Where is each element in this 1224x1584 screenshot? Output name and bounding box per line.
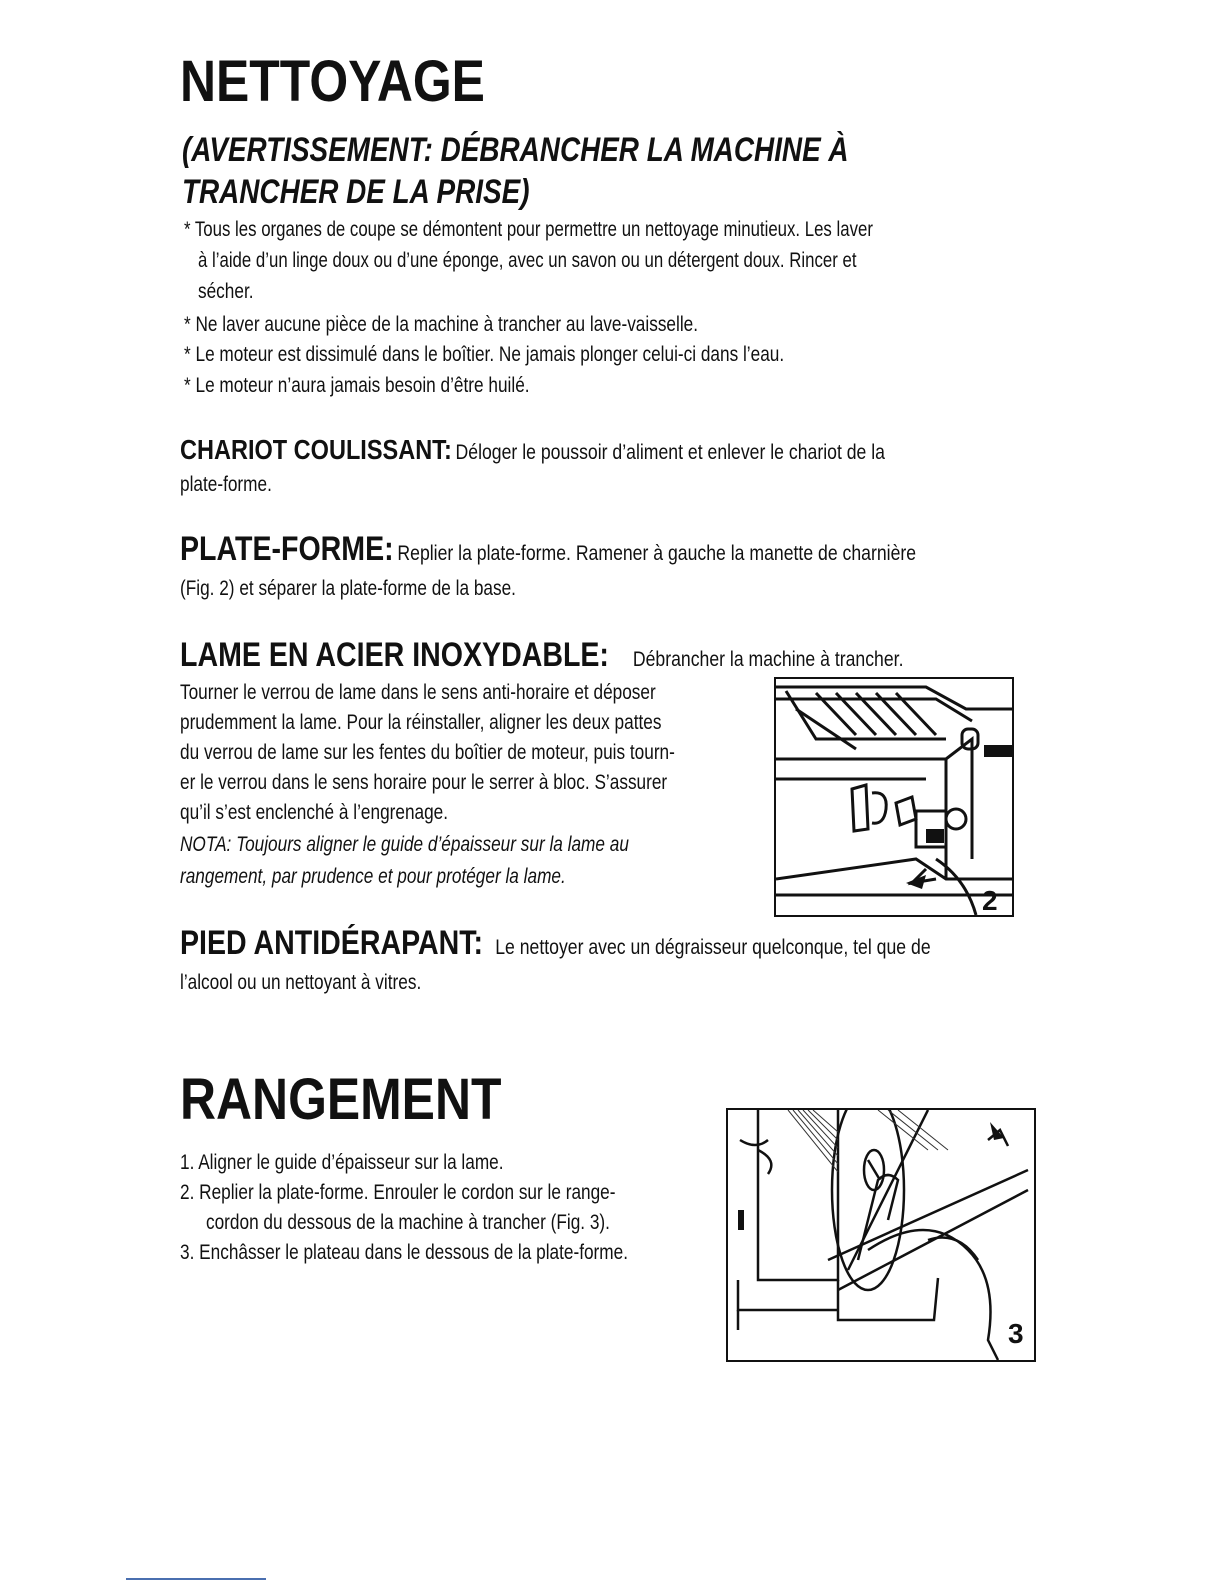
chariot-heading: CHARIOT COULISSANT: (180, 434, 452, 465)
lame-line-2: prudemment la lame. Pour la réinstaller, aligner les deux pattes (180, 711, 662, 734)
warning-line-1: (AVERTISSEMENT: DÉBRANCHER LA MACHINE À (182, 131, 849, 169)
rangement-item-2-cont: cordon du dessous de la machine à trancher (Fig. 3). (206, 1211, 610, 1234)
bullet-3: * Le moteur est dissimulé dans le boîtier. Ne jamais plonger celui-ci dans l’eau. (184, 343, 785, 366)
footer-rule (126, 1578, 266, 1580)
figure-3-number: 3 (1008, 1318, 1024, 1349)
chariot-text: Déloger le poussoir d’aliment et enlever le chariot de la (455, 441, 885, 464)
chariot-text-2: plate-forme. (180, 473, 272, 496)
slicer-storage-drawing (728, 1110, 1034, 1360)
rangement-item-1: 1. Aligner le guide d’épaisseur sur la lame. (180, 1151, 504, 1174)
warning-line-2: TRANCHER DE LA PRISE) (182, 173, 530, 211)
section-plateforme (180, 530, 916, 569)
bullet-1-line-2: à l’aide d’un linge doux ou d’une éponge, avec un savon ou un détergent doux. Rincer et (198, 249, 857, 272)
page-title-nettoyage: NETTOYAGE (180, 49, 485, 114)
plateforme-text: Replier la plate-forme. Ramener à gauche la manette de charnière (397, 542, 917, 565)
plateforme-text-2: (Fig. 2) et séparer la plate-forme de la base. (180, 577, 516, 600)
bullet-1-line-1: * Tous les organes de coupe se démontent pour permettre un nettoyage minutieux. Les laver (184, 218, 873, 241)
bullet-1-line-3: sécher. (198, 280, 254, 303)
bullet-4: * Le moteur n’aura jamais besoin d’être huilé. (184, 374, 530, 397)
rangement-item-3: 3. Enchâsser le plateau dans le dessous de la plate-forme. (180, 1241, 628, 1264)
lame-line-5: qu’il s’est enclenché à l’engrenage. (180, 801, 449, 824)
slicer-blade-lock-drawing (776, 679, 1012, 915)
pied-heading: PIED ANTIDÉRAPANT: (180, 924, 484, 962)
section-chariot (180, 434, 885, 466)
figure-2-number: 2 (982, 885, 998, 916)
section-pied (180, 924, 931, 963)
lame-text-head: Débrancher la machine à trancher. (632, 648, 904, 671)
bullet-2: * Ne laver aucune pièce de la machine à trancher au lave-vaisselle. (184, 313, 699, 336)
nota-line-1: NOTA: Toujours aligner le guide d’épaisseur sur la lame au (180, 833, 629, 856)
figure-3-illustration (726, 1108, 1036, 1362)
plateforme-heading: PLATE-FORME: (180, 530, 394, 568)
figure-2-illustration (774, 677, 1014, 917)
lame-heading: LAME EN ACIER INOXYDABLE: (180, 636, 609, 674)
section-lame (180, 636, 903, 675)
pied-text: Le nettoyer avec un dégraisseur quelconque, tel que de (495, 936, 931, 959)
pied-text-2: l’alcool ou un nettoyant à vitres. (180, 971, 422, 994)
lame-line-1: Tourner le verrou de lame dans le sens anti-horaire et déposer (180, 681, 656, 704)
lame-line-4: er le verrou dans le sens horaire pour le serrer à bloc. S’assurer (180, 771, 668, 794)
rangement-item-2: 2. Replier la plate-forme. Enrouler le cordon sur le range- (180, 1181, 616, 1204)
page-title-rangement: RANGEMENT (180, 1067, 502, 1132)
lame-line-3: du verrou de lame sur les fentes du boîtier de moteur, puis tourn- (180, 741, 675, 764)
nota-line-2: rangement, par prudence et pour protéger la lame. (180, 865, 566, 888)
